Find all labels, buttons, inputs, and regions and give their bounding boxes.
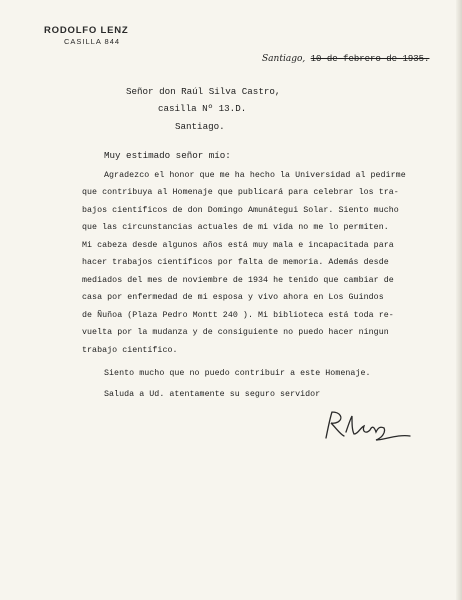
body-line: Siento mucho que no puedo contribuir a este Homenaje. [104, 369, 371, 378]
letter-date [262, 54, 429, 64]
body-line: hacer trabajos científicos por falta de memoria. Además desde [82, 258, 389, 267]
date-text: 10 de febrero de 1935. [310, 54, 430, 64]
body-line: que las circunstancias actuales de mi vida no me lo permiten. [82, 223, 389, 232]
signature [318, 408, 414, 444]
closing-line: Saluda a Ud. atentamente su seguro servidor [104, 390, 321, 399]
body-line: mediados del mes de noviembre de 1934 he tenido que cambiar de [82, 276, 394, 285]
body-line: trabajo científico. [82, 346, 178, 355]
body-line: Agradezco el honor que me ha hecho la Universidad al pedirme [104, 171, 406, 180]
body-line: que contribuya al Homenaje que publicará para celebrar los tra- [82, 188, 399, 197]
body-line: vuelta por la mudanza y de consiguiente no puedo hacer ningun [82, 328, 389, 337]
date-place: Santiago, [262, 54, 306, 64]
salutation: Muy estimado señor mío: [104, 150, 231, 161]
body-line: bajos científicos de don Domingo Amunátegui Solar. Siento mucho [82, 206, 399, 215]
body-line: casa por enfermedad de mi esposa y vivo ahora en Los Guindos [82, 293, 384, 302]
letterhead-name: RODOLFO LENZ [44, 25, 129, 36]
letterhead-box: CASILLA 844 [64, 36, 121, 46]
letterhead [44, 26, 129, 47]
page-edge [456, 0, 462, 600]
body-line: de Ñuñoa (Plaza Pedro Montt 240 ). Mi biblioteca está toda re- [82, 311, 394, 320]
recipient-box: casilla Nº 13.D. [158, 103, 247, 114]
recipient-name: Señor don Raúl Silva Castro, [126, 86, 281, 97]
body-line: Mi cabeza desde algunos años está muy mala e incapacitada para [82, 241, 394, 250]
recipient-city: Santiago. [175, 121, 225, 132]
